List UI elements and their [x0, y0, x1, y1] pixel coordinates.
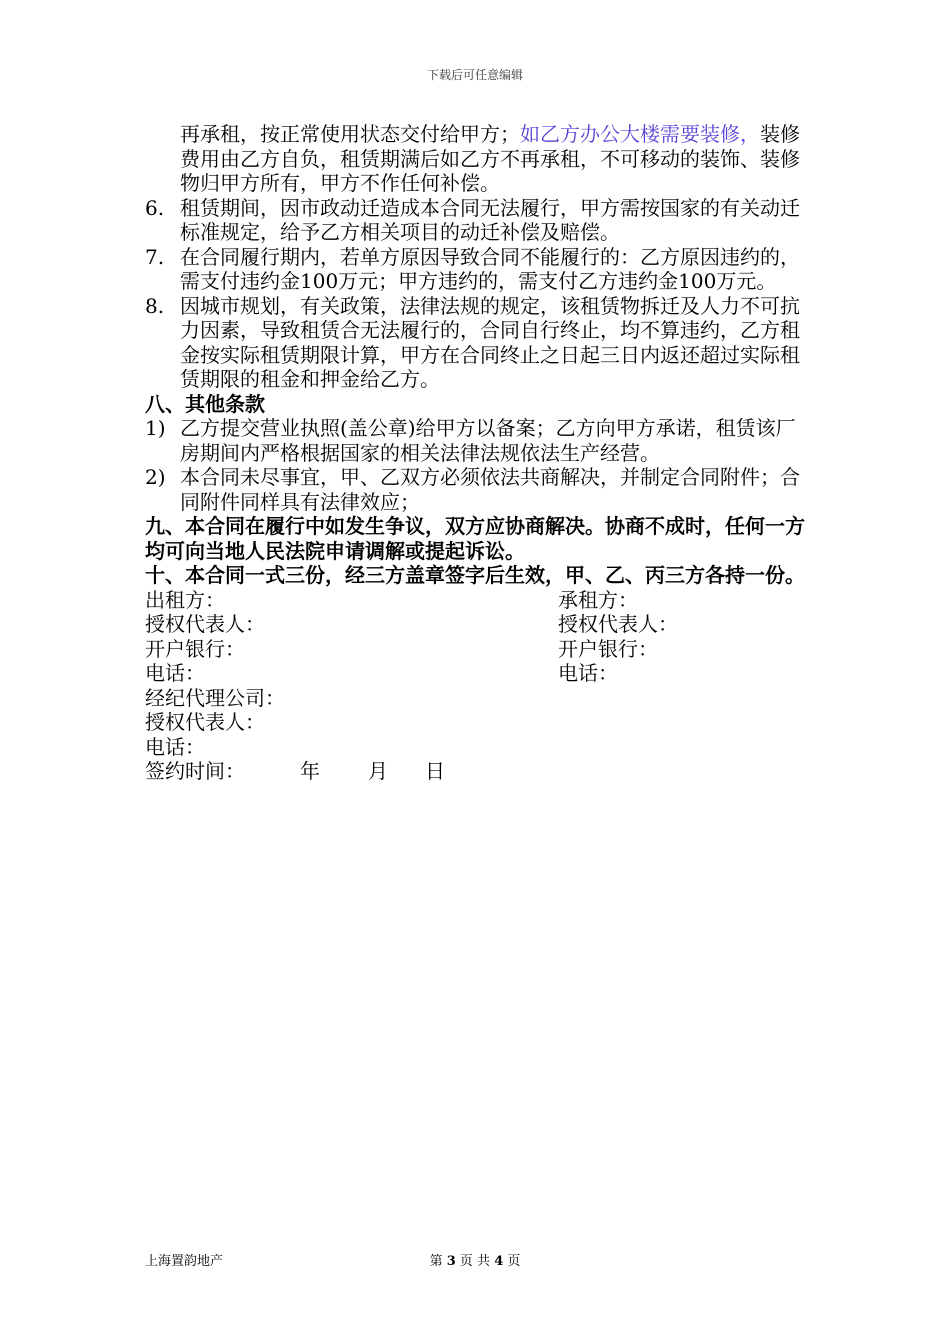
- lessor-phone-label: 电话：: [145, 661, 205, 685]
- lessor-bank-label: 开户银行：: [145, 636, 245, 661]
- lessee-label: 承租方：: [558, 587, 638, 612]
- lessor-rep-label: 授权代表人：: [145, 612, 265, 636]
- agency-label: 经纪代理公司：: [145, 685, 285, 710]
- signature-row: [145, 637, 815, 662]
- lessee-bank-label: 开户银行：: [558, 636, 658, 661]
- total-pages: 4: [494, 1254, 504, 1269]
- clause-text: 租赁期间，因市政动迁造成本合同无法履行，甲方需按国家的有关动迁标准规定，给予乙方相关项目的动迁补偿及赔偿。: [180, 195, 800, 244]
- clause-8: [145, 294, 815, 392]
- item-text: 乙方提交营业执照(盖公章)给甲方以备案；乙方向甲方承诺，租赁该厂房期间内严格根据国家的相关法律法规依法生产经营。: [180, 416, 796, 465]
- continuation-rest: 装修费用由乙方自负，租赁期满后如乙方不再承租，不可移动的装饰、装修物归甲方所有，甲方不作任何补偿。: [180, 122, 800, 195]
- current-page: 3: [446, 1254, 456, 1269]
- month-label: 月: [368, 759, 388, 783]
- continuation-paragraph: [145, 122, 815, 196]
- agency-rep-label: 授权代表人：: [145, 710, 265, 734]
- signature-row: [145, 588, 815, 613]
- page-mid: 页 共: [455, 1254, 495, 1269]
- section-8-item-1: [145, 416, 815, 465]
- signing-date-label: 签约时间：: [145, 759, 245, 783]
- clause-6: [145, 196, 815, 245]
- item-number: 1): [145, 416, 166, 440]
- agency-phone-label: 电话：: [145, 734, 205, 759]
- lessor-label: 出租方：: [145, 587, 225, 612]
- section-8-item-2: [145, 465, 815, 514]
- section-9: 九、本合同在履行中如发生争议，双方应协商解决。协商不成时，任何一方均可向当地人民法院申请调解或提起诉讼。: [145, 514, 805, 563]
- contract-body: [145, 122, 815, 784]
- continuation-text: 再承租，按正常使用状态交付给甲方；: [180, 122, 520, 146]
- clause-number: 7.: [145, 244, 165, 269]
- clause-text: 因城市规划，有关政策，法律法规的规定，该租赁物拆迁及人力不可抗力因素，导致租赁合无法履行的，合同自行终止，均不算违约，乙方租金按实际租赁期限计算，甲方在合同终止之日起三日内返还超过实际租赁期限的租金和押金给乙方。: [180, 293, 800, 391]
- signature-row: [145, 612, 815, 637]
- day-label: 日: [425, 759, 445, 783]
- clause-text: 在合同履行期内，若单方原因导致合同不能履行的：乙方原因违约的，需支付违约金100万元；甲方违约的，需支付乙方违约金100万元。: [180, 244, 800, 293]
- clause-number: 6.: [145, 195, 165, 220]
- section-8-heading: 八、其他条款: [145, 391, 265, 416]
- clause-number: 8.: [145, 293, 165, 318]
- page-prefix: 第: [429, 1254, 447, 1269]
- clause-7: [145, 245, 815, 294]
- year-label: 年: [300, 759, 320, 783]
- highlighted-text: 如乙方办公大楼需要装修，: [520, 122, 760, 146]
- page-suffix: 页: [503, 1254, 521, 1269]
- section-10: 十、本合同一式三份，经三方盖章签字后生效，甲、乙、丙三方各持一份。: [145, 563, 805, 587]
- page-header: 下载后可任意编辑: [426, 68, 523, 82]
- item-number: 2): [145, 465, 166, 489]
- lessee-rep-label: 授权代表人：: [558, 612, 678, 636]
- signature-row: [145, 661, 815, 686]
- signing-date-row: [145, 759, 815, 784]
- page-number: [0, 1250, 950, 1269]
- footer-company: 上海置韵地产: [145, 1254, 224, 1269]
- lessee-phone-label: 电话：: [558, 661, 618, 685]
- item-text: 本合同未尽事宜，甲、乙双方必须依法共商解决，并制定合同附件；合同附件同样具有法律效应；: [180, 465, 800, 514]
